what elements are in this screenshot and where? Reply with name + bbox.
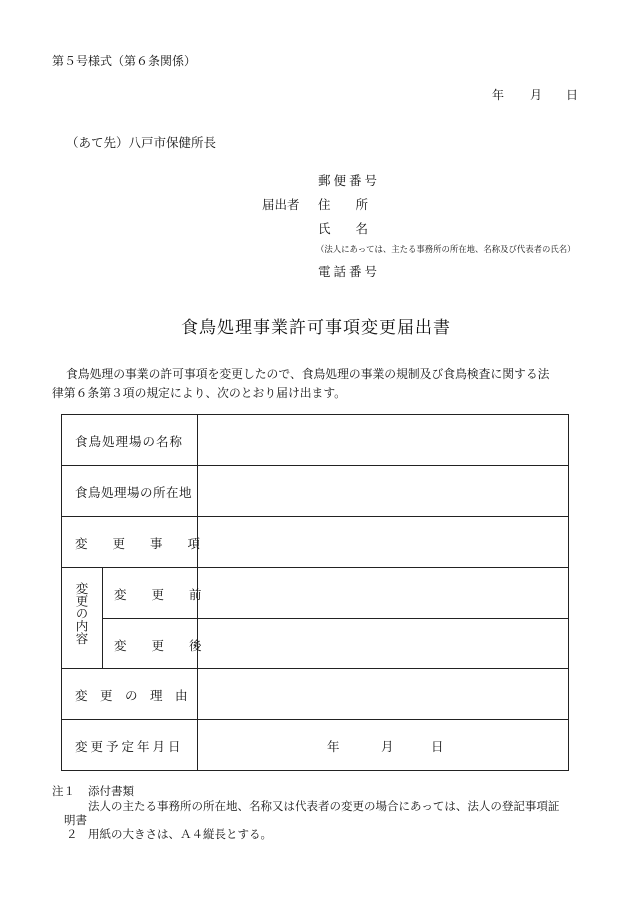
date-year-label: 年 [492, 88, 505, 102]
postal-code-label: 郵便番号 [318, 173, 381, 188]
body-text-line2: 律第６条第３項の規定により、次のとおり届け出ます。 [52, 386, 346, 400]
date-month-label: 月 [530, 88, 543, 102]
document-title: 食鳥処理事業許可事項変更届出書 [181, 318, 451, 338]
facility-name-field[interactable] [198, 415, 568, 465]
change-content-label: 変更の内容 [74, 582, 89, 645]
change-items-field[interactable] [198, 517, 568, 567]
facility-location-field[interactable] [198, 466, 568, 516]
form-number: 第５号様式（第６条関係） [52, 54, 197, 68]
reason-field[interactable] [198, 669, 568, 719]
planned-date-day: 日 [431, 739, 444, 754]
planned-date-field[interactable] [198, 720, 568, 770]
body-text-line1: 食鳥処理の事業の許可事項を変更したので、食鳥処理の事業の規制及び食鳥検査に関する法 [66, 367, 550, 381]
address-label: 住 所 [318, 197, 369, 212]
change-form-table [61, 414, 569, 771]
after-label: 変 更 後 [114, 638, 202, 653]
planned-date-label: 変更予定年月日 [75, 739, 184, 754]
note2-text: 用紙の大きさは、Ａ４縦長とする。 [88, 827, 272, 841]
note1-line2: 明書 [64, 813, 87, 827]
before-label: 変 更 前 [114, 587, 202, 602]
note2-marker: ２ [66, 827, 78, 841]
phone-label: 電話番号 [318, 264, 381, 279]
addressee: （あて先）八戸市保健所長 [66, 135, 217, 150]
note1-title: 添付書類 [88, 784, 134, 798]
name-label: 氏 名 [318, 221, 369, 236]
change-items-label: 変 更 事 項 [75, 536, 201, 551]
note1-line1: 法人の主たる事務所の所在地、名称又は代表者の変更の場合にあっては、法人の登記事項証 [88, 799, 560, 813]
planned-date-year: 年 [327, 739, 340, 754]
facility-name-label: 食鳥処理場の名称 [75, 434, 184, 449]
facility-location-label: 食鳥処理場の所在地 [75, 485, 193, 500]
after-field[interactable] [198, 619, 568, 668]
note1-marker: 注１ [52, 784, 75, 798]
corporation-note: （法人にあっては、主たる事務所の所在地、名称及び代表者の氏名） [316, 244, 576, 254]
applicant-label: 届出者 [262, 197, 300, 212]
date-day-label: 日 [566, 88, 579, 102]
before-field[interactable] [198, 568, 568, 618]
planned-date-month: 月 [381, 739, 394, 754]
reason-label: 変 更 の 理 由 [75, 688, 188, 703]
